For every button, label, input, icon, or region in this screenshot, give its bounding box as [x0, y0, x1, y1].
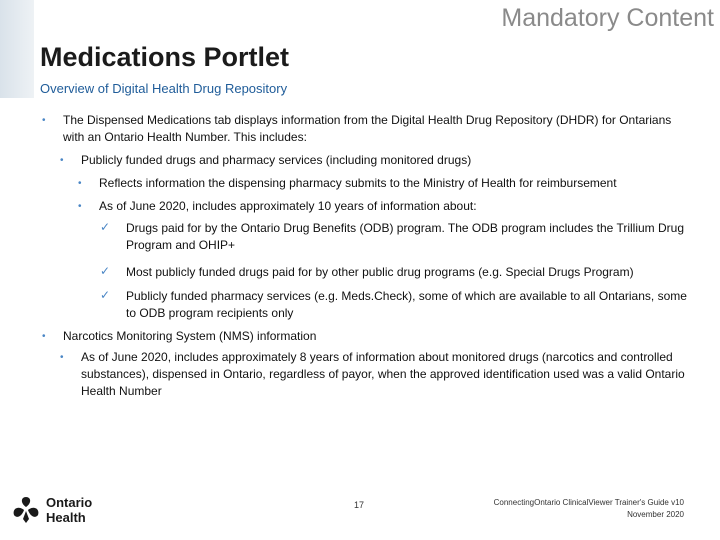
- list-item-text: The Dispensed Medications tab displays information from the Digital Health Drug Repository (DHDR) for Ontarians with an Ontario Health Number. This includes:: [63, 113, 672, 144]
- list-item-text: Narcotics Monitoring System (NMS) information: [63, 329, 317, 343]
- list-item: [40, 328, 690, 345]
- checklist-item: [40, 220, 690, 254]
- bullet-icon: •: [78, 201, 82, 212]
- page-title: Medications Portlet: [40, 42, 290, 72]
- list-item-text: Most publicly funded drugs paid for by other public drug programs (e.g. Special Drugs Program): [126, 265, 634, 279]
- list-item: [40, 112, 690, 146]
- guide-date: November 2020: [627, 510, 684, 519]
- guide-title: ConnectingOntario ClinicalViewer Trainer's Guide v10: [493, 498, 684, 507]
- footer-guide-info: [494, 497, 684, 521]
- bullet-icon: •: [42, 331, 46, 342]
- bullet-content: [40, 112, 690, 400]
- checklist-item: [40, 264, 690, 281]
- list-item: [40, 175, 690, 192]
- page-subtitle: Overview of Digital Health Drug Repository: [40, 81, 288, 96]
- list-item-text: As of June 2020, includes approximately 10 years of information about:: [99, 199, 477, 213]
- bullet-icon: •: [60, 352, 64, 363]
- list-item: [40, 349, 690, 400]
- checkmark-icon: ✓: [100, 264, 111, 278]
- checkmark-icon: ✓: [100, 288, 111, 302]
- left-accent-bar: [0, 0, 34, 98]
- list-item-text: Drugs paid for by the Ontario Drug Benefits (ODB) program. The ODB program includes the Trillium Drug Program and OHIP+: [126, 221, 684, 252]
- checklist-item: [40, 288, 690, 322]
- logo-wordmark: [46, 495, 92, 525]
- bullet-icon: •: [60, 155, 64, 166]
- bullet-icon: •: [78, 178, 82, 189]
- list-item-text: As of June 2020, includes approximately 8 years of information about monitored drugs (narcotics and controlled substances), dispensed in Ontario, regardless of payor, when the approved identification used was a valid Ontario Health Number: [81, 350, 685, 398]
- logo-line-ontario: Ontario: [46, 495, 93, 510]
- mandatory-content-label: Mandatory Content: [501, 4, 714, 32]
- ontario-health-logo: [12, 495, 92, 525]
- logo-line-health: Health: [46, 510, 86, 525]
- list-item: [40, 152, 690, 169]
- list-item-text: Reflects information the dispensing pharmacy submits to the Ministry of Health for reimbursement: [99, 176, 617, 190]
- trillium-icon: [12, 495, 40, 525]
- bullet-icon: •: [42, 115, 46, 126]
- list-item-text: Publicly funded pharmacy services (e.g. Meds.Check), some of which are available to all Ontarians, some to ODB program recipients only: [126, 289, 687, 320]
- page-number: 17: [354, 500, 365, 510]
- list-item: [40, 198, 690, 215]
- list-item-text: Publicly funded drugs and pharmacy services (including monitored drugs): [81, 153, 472, 167]
- checkmark-icon: ✓: [100, 220, 111, 234]
